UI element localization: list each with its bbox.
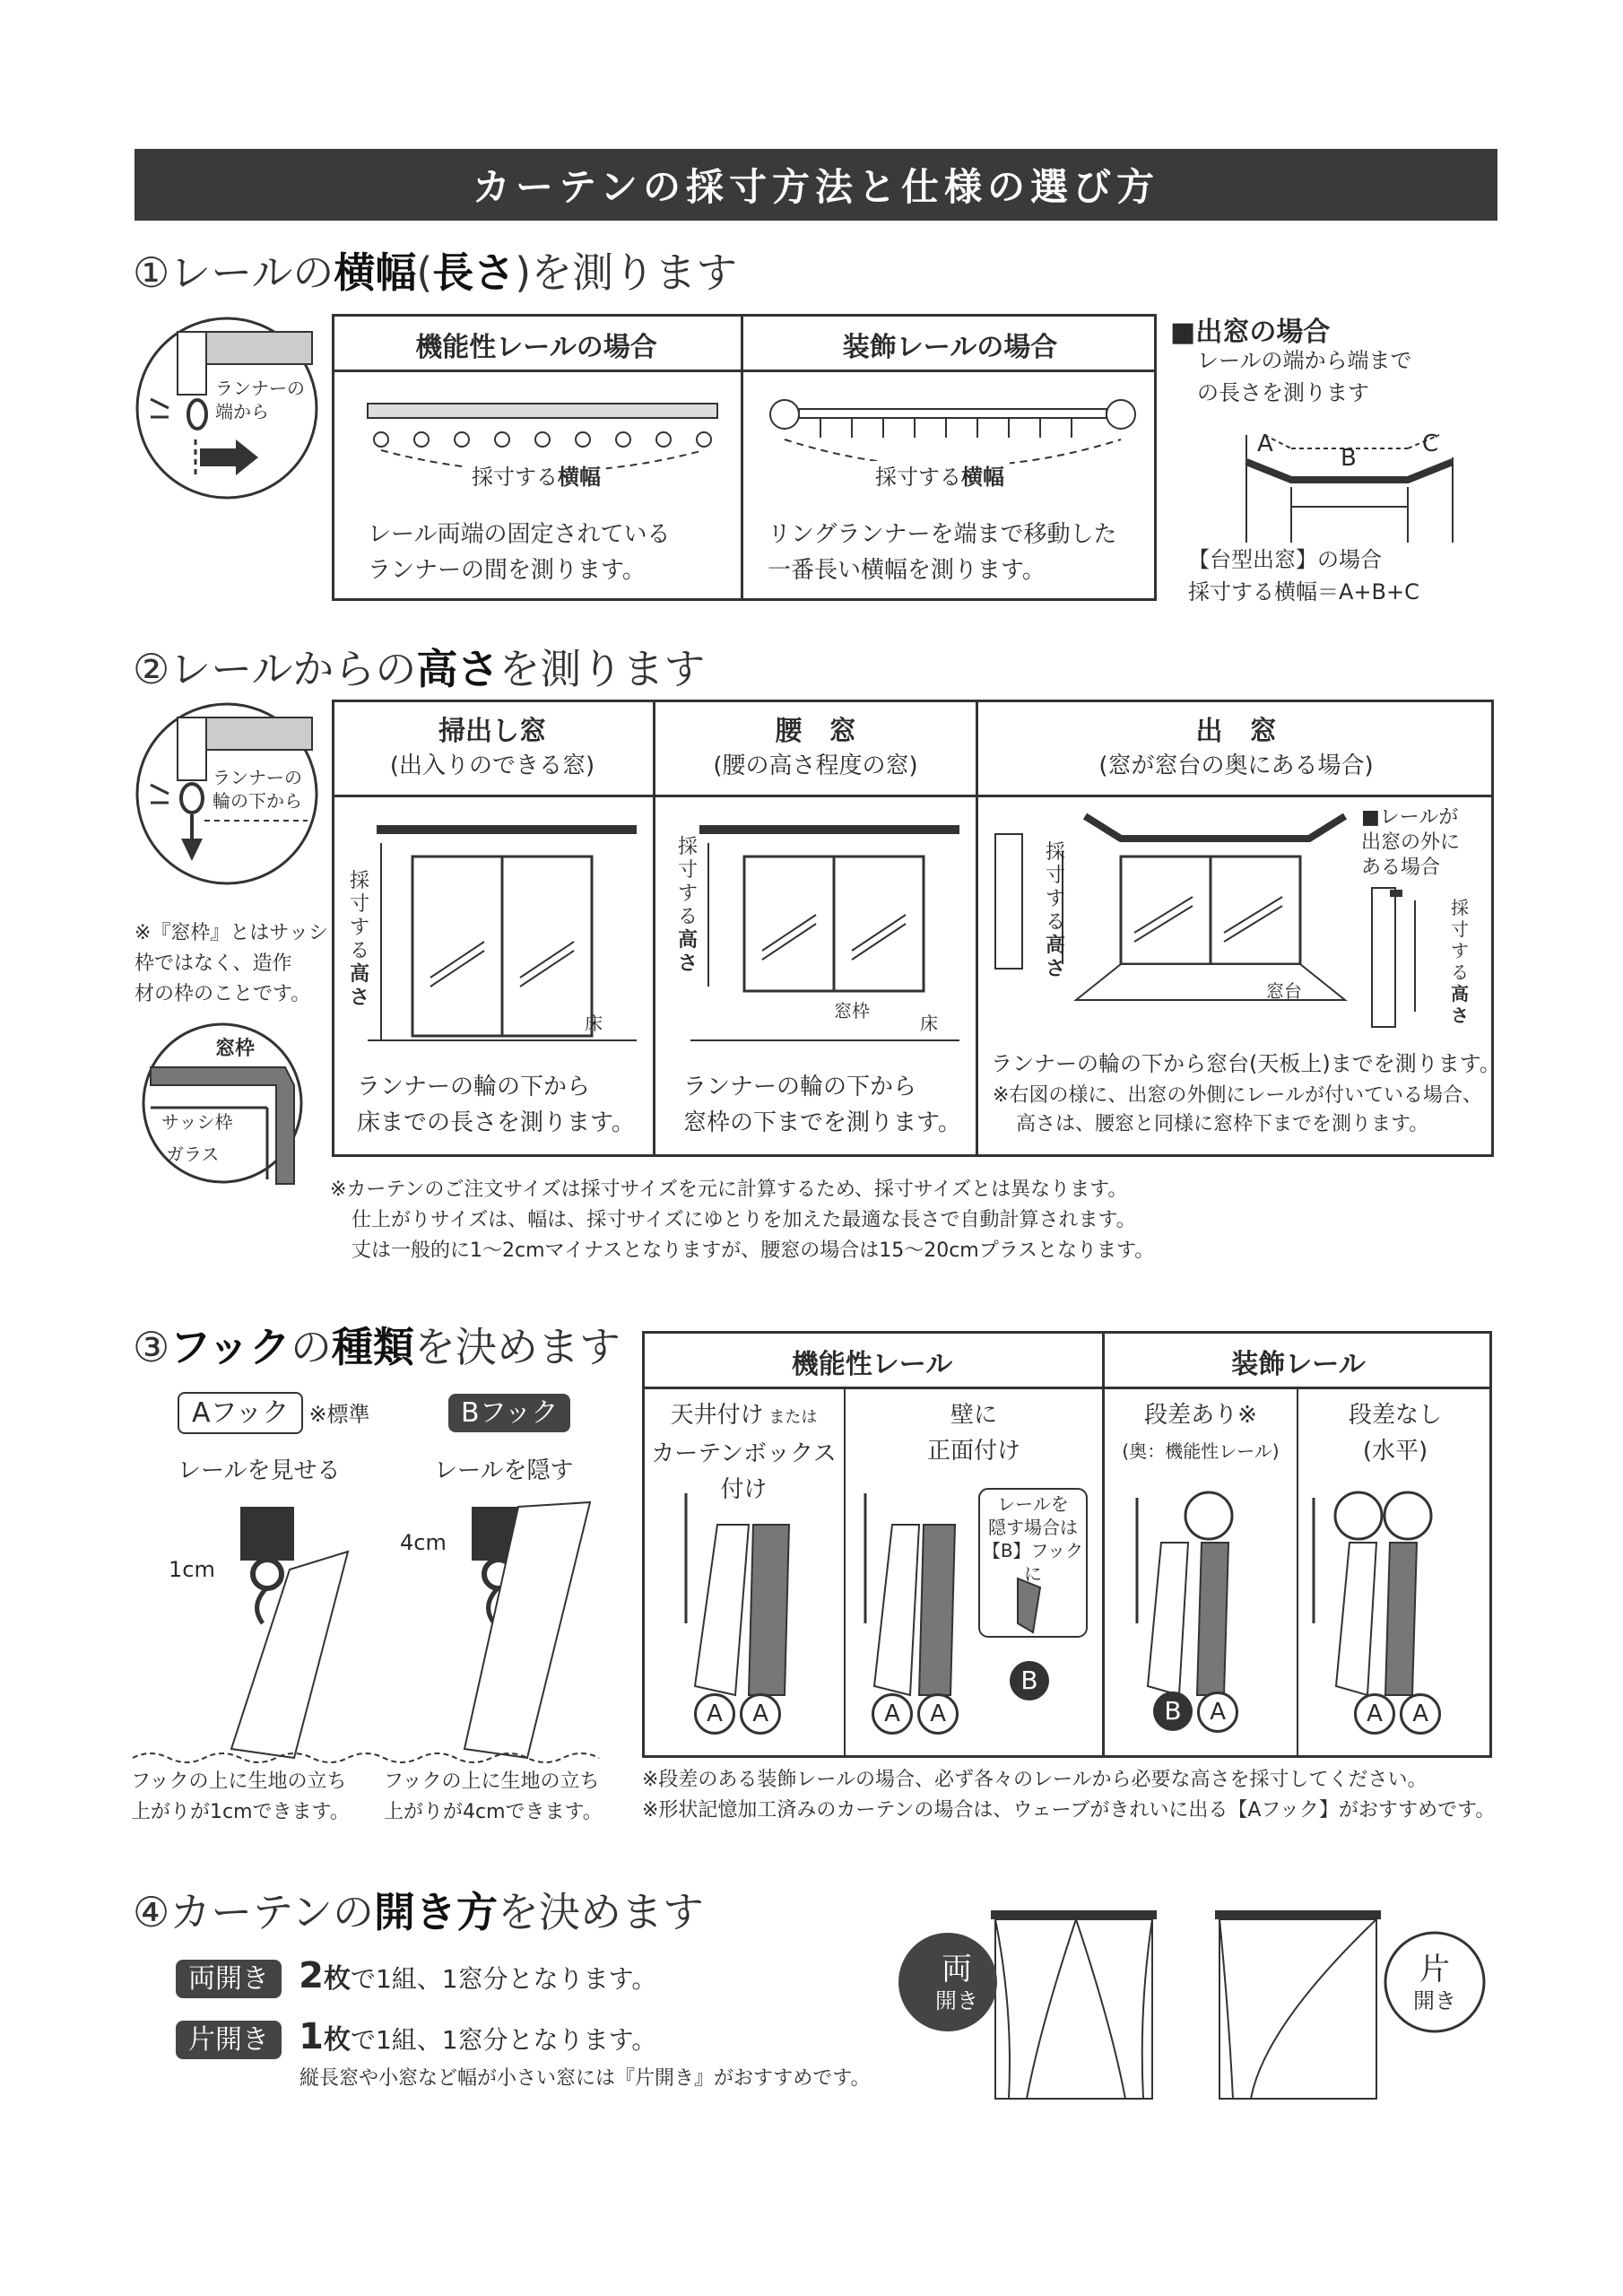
one-open-row: 片開き 1枚で1組、1窓分となります。 [176,2016,656,2057]
bay-window-header: 出 窓 (窓が窓台の奥にある場合) [1098,716,1374,779]
bay-c-label: C [1422,430,1439,457]
functional-rail-text: レール両端の固定されている ランナーの間を測ります。 [368,521,671,584]
wall-mount-label: 壁に 正面付け [926,1402,1020,1465]
flat-rail-label: 段差なし (水平) [1348,1402,1442,1465]
one-open-note: 縦長窓や小窓など幅が小さい窓には『片開き』がおすすめです。 [299,2067,871,2090]
ceiling-hook-marks: A A [694,1693,781,1735]
flat-hook-marks: A A [1354,1693,1441,1735]
waist-window-text: ランナーの輪の下から 窓枠の下までを測ります。 [683,1074,961,1136]
waist-measure-label: 採寸する高さ [678,836,699,975]
page-title: カーテンの採寸方法と仕様の選び方 [135,149,1497,221]
a-hook-sub: レールを見せる [178,1457,341,1484]
window-sill-label: 窓台 [1266,980,1302,1002]
outside-rail-note: ■レールが 出窓の外に ある場合 [1361,806,1461,879]
ceiling-mount-label: 天井付け または カーテンボックス 付け [651,1402,837,1503]
divider [332,370,1157,372]
divider [332,795,1494,797]
functional-width-label: 採寸する横幅 [466,461,606,493]
divider [642,1387,1492,1389]
bay-measure-label: 採寸する高さ [1046,841,1066,980]
hook-comparison-drawing [133,1498,617,1767]
runner-end-label: ランナーの 端から [215,378,305,422]
floor-label-2: 床 [920,1013,938,1034]
b-hook-sub: レールを隠す [434,1457,574,1484]
a-hook-dim: 1cm [169,1557,215,1582]
stepped-rail-label: 段差あり※ (奥：機能性レール) [1122,1402,1280,1462]
b-hook-dim: 4cm [400,1530,447,1555]
hide-rail-callout: レールを 隠す場合は 【B】フックに [982,1493,1084,1585]
frame-label: 窓枠 [215,1038,256,1060]
sweep-window-text: ランナーの輪の下から 床までの長さを測ります。 [357,1074,635,1136]
bay-a-label: A [1257,430,1273,457]
bay-window-text: レールの端から端まで の長さを測ります [1197,348,1412,405]
bay-window-title: ■出窓の場合 [1170,317,1331,348]
bay-window-caption: 【台型出窓】の場合 採寸する横幅＝A+B+C [1188,547,1419,604]
wall-hook-marks: A A [872,1693,959,1735]
functional-rail-col-header: 機能性レール [791,1349,953,1380]
window-frame-label: 窓枠 [834,1000,870,1022]
order-size-footnote: ※カーテンのご注文サイズは採寸サイズを元に計算するため、採寸サイズとは異なります。 仕上がりサイズは、幅は、採寸サイズにゆとりを加えた最適な長さで自動計算されます。 丈は一般的に1〜2cmマイナスとなりますが、腰窓の場合は15〜20cmプラスとなります。 [330,1178,1155,1262]
decorative-rail-text: リングランナーを端まで移動した 一番長い横幅を測ります。 [768,521,1117,584]
sweep-window-header: 掃出し窓 (出入りのできる窓) [389,716,595,779]
section-3-heading: ③フックの種類を決めます [133,1323,621,1371]
bay-height-note: ※右図の様に、出窓の外側にレールが付いている場合、 高さは、腰窓と同様に窓枠下までを測ります。 [993,1084,1482,1135]
a-hook-caption: フックの上に生地の立ち 上がりが1cmできます。 [131,1770,350,1823]
decorative-rail-header: 装飾レールの場合 [842,332,1058,363]
hook-notes: ※段差のある装飾レールの場合、必ず各々のレールから必要な高さを採寸してください。 ※形状記憶加工済みのカーテンの場合は、ウェーブがきれいに出る【Aフック】がおすすめです。 [642,1769,1496,1822]
stepped-hook-marks: B A [1153,1692,1238,1733]
section-1-heading: ①レールの横幅(長さ)を測ります [133,248,738,297]
decorative-width-label: 採寸する横幅 [870,461,1010,493]
outside-rail-drawing [1363,879,1453,1031]
functional-rail-header: 機能性レールの場合 [415,332,657,363]
sweep-measure-label: 採寸する高さ [350,870,370,1009]
b-hook-badge: Bフック [448,1390,570,1430]
bay-height-drawing [986,807,1363,1031]
bay-window-drawing [1237,408,1462,543]
runner-ring-label: ランナーの 輪の下から [213,767,302,812]
both-open-row: 両開き 2枚で1組、1窓分となります。 [176,1955,656,1996]
decorative-rail-col-header: 装飾レール [1231,1349,1366,1380]
one-open-circle-label: 片 開き [1413,1952,1456,2013]
b-hook-caption: フックの上に生地の立ち 上がりが4cmできます。 [384,1770,603,1823]
section-2-heading: ②レールからの高さを測ります [133,645,706,693]
both-open-circle-label: 両 開き [935,1952,978,2013]
waist-window-header: 腰 窓 (腰の高さ程度の窓) [713,716,918,779]
callout-hook-mark: B [1010,1661,1049,1700]
sash-label: サッシ枠 [161,1111,233,1133]
bay-b-label: B [1341,445,1357,472]
outside-measure-label: 採寸する高さ [1451,897,1469,1026]
a-hook-badge: Aフック ※標準 [178,1390,370,1431]
window-frame-note: ※『窓枠』とはサッシ 枠ではなく、造作 材の枠のことです。 [135,922,328,1005]
floor-label: 床 [585,1013,603,1034]
glass-label: ガラス [166,1144,220,1165]
section-4-heading: ④カーテンの開き方を決めます [133,1888,704,1936]
bay-height-text: ランナーの輪の下から窓台(天板上)までを測ります。 [991,1051,1501,1076]
